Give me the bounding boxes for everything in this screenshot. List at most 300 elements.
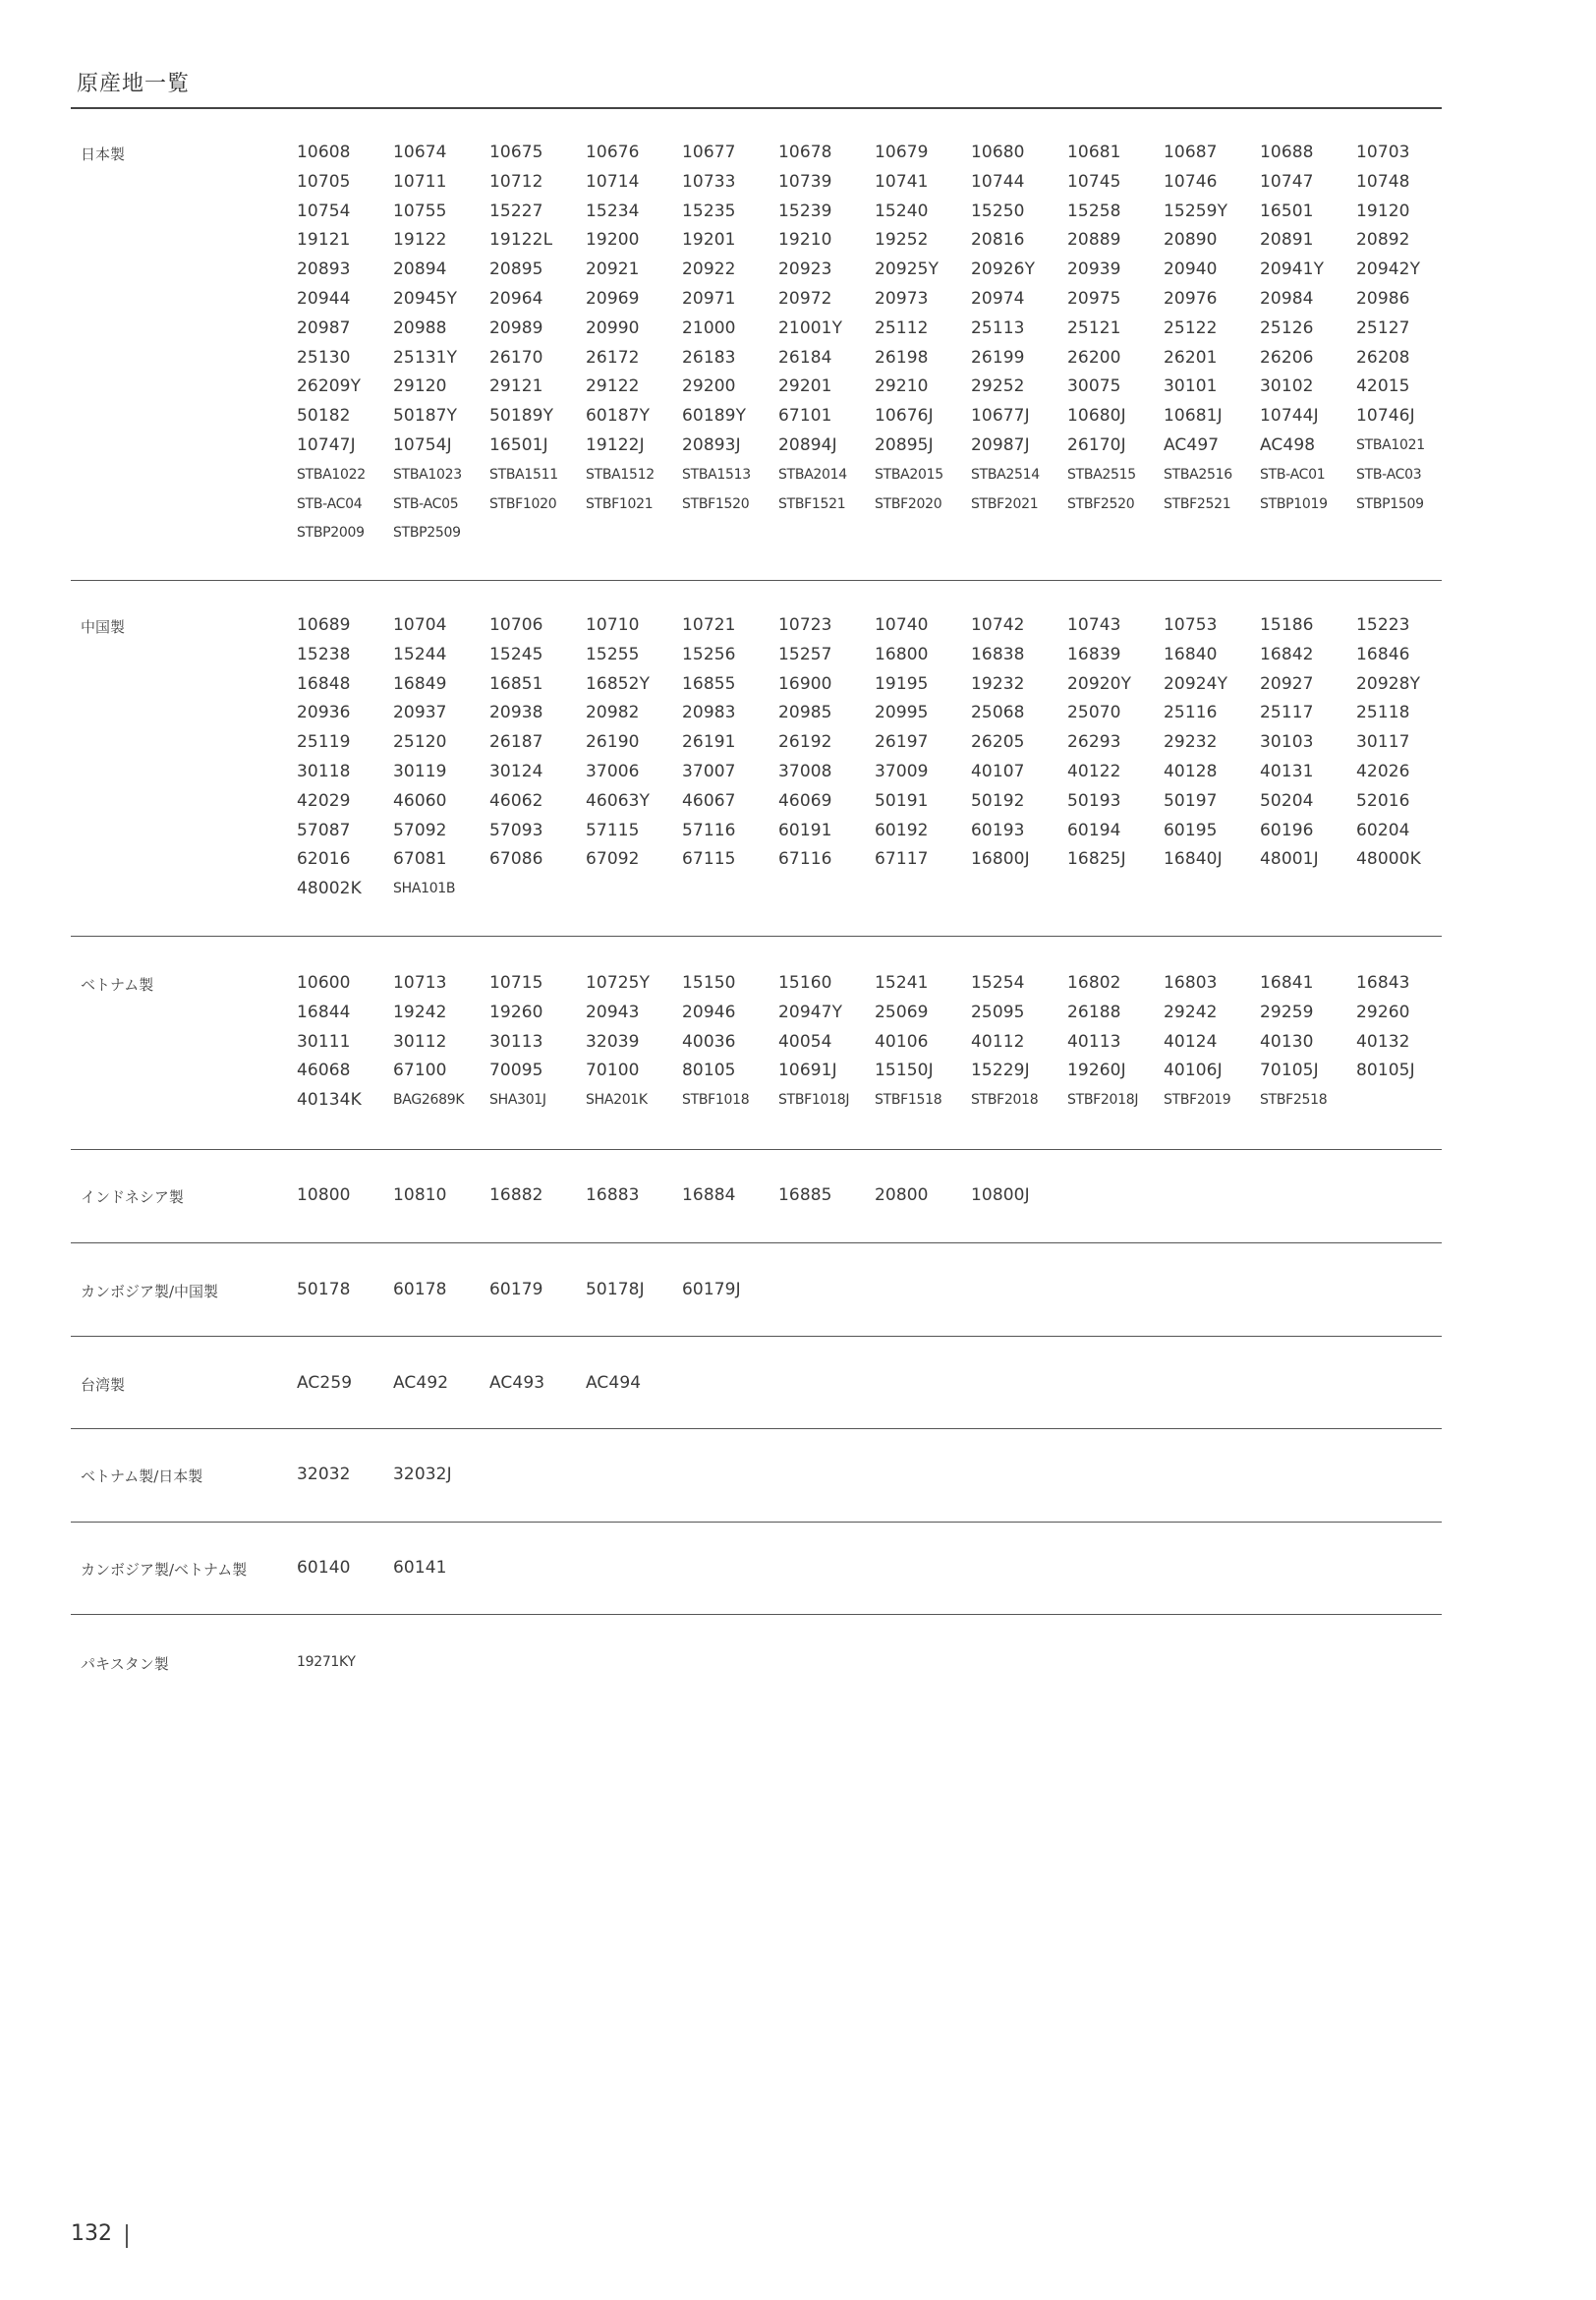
product-code: 29201 xyxy=(778,376,832,397)
product-code: 26200 xyxy=(1067,347,1121,368)
product-code: 60179 xyxy=(489,1280,543,1299)
code-list xyxy=(297,1465,1456,1494)
product-code: 19122J xyxy=(586,434,645,455)
product-code: 15258 xyxy=(1067,201,1121,221)
product-code: STBA1511 xyxy=(489,466,558,483)
product-code: 10754J xyxy=(393,434,452,455)
section-divider xyxy=(71,1336,1442,1337)
product-code: 15259Y xyxy=(1164,201,1228,221)
product-code: 19232 xyxy=(971,673,1025,694)
product-code: 16501 xyxy=(1260,201,1314,221)
product-code: 20889 xyxy=(1067,230,1121,251)
product-code: BAG2689K xyxy=(393,1092,465,1109)
origin-label: カンボジア製/ベトナム製 xyxy=(81,1561,248,1579)
product-code: 40131 xyxy=(1260,761,1314,781)
product-code: 20976 xyxy=(1164,288,1218,309)
product-code: 10741 xyxy=(875,171,929,192)
product-code: 20927 xyxy=(1260,673,1314,694)
product-code: 20892 xyxy=(1356,230,1410,251)
product-code: STBA1021 xyxy=(1356,436,1425,453)
product-code: 19210 xyxy=(778,230,832,251)
product-code: 37009 xyxy=(875,761,929,781)
product-code: 48002K xyxy=(297,879,362,899)
product-code: 20971 xyxy=(682,288,736,309)
product-code: 20944 xyxy=(297,288,351,309)
product-code: 60141 xyxy=(393,1558,447,1578)
product-code: 42026 xyxy=(1356,761,1410,781)
product-code: 26170J xyxy=(1067,434,1126,455)
product-code: 25126 xyxy=(1260,317,1314,338)
product-code: 15234 xyxy=(586,201,640,221)
product-code: STBA2516 xyxy=(1164,466,1232,483)
product-code: 20922 xyxy=(682,259,736,280)
product-code: 25117 xyxy=(1260,703,1314,723)
product-code: 10744J xyxy=(1260,406,1319,427)
product-code: 40036 xyxy=(682,1031,736,1052)
product-code: STBA2514 xyxy=(971,466,1040,483)
product-code: 26208 xyxy=(1356,347,1410,368)
product-code: 30101 xyxy=(1164,376,1218,397)
product-code: 16840 xyxy=(1164,644,1218,664)
product-code: 29260 xyxy=(1356,1002,1410,1022)
product-code: 26201 xyxy=(1164,347,1218,368)
product-code: 57092 xyxy=(393,820,447,840)
product-code: 20982 xyxy=(586,703,640,723)
origin-label: ベトナム製 xyxy=(81,976,154,994)
product-code: 29120 xyxy=(393,376,447,397)
product-code: 10742 xyxy=(971,615,1025,635)
product-code: 15244 xyxy=(393,644,447,664)
product-code: 60192 xyxy=(875,820,929,840)
product-code: 60196 xyxy=(1260,820,1314,840)
product-code: 15186 xyxy=(1260,615,1314,635)
product-code: 10680 xyxy=(971,143,1025,162)
product-code: 15223 xyxy=(1356,615,1410,635)
code-list xyxy=(297,615,1456,908)
product-code: 16800J xyxy=(971,849,1030,870)
product-code: 20941Y xyxy=(1260,259,1325,280)
product-code: 25070 xyxy=(1067,703,1121,723)
product-code: 67100 xyxy=(393,1061,447,1081)
product-code: STBP1019 xyxy=(1260,495,1328,512)
product-code: 10678 xyxy=(778,143,832,162)
product-code: 67115 xyxy=(682,849,736,870)
product-code: 60187Y xyxy=(586,406,651,427)
product-code: 30113 xyxy=(489,1031,543,1052)
product-code: 30117 xyxy=(1356,732,1410,753)
product-code: 16843 xyxy=(1356,973,1410,993)
product-code: 20893J xyxy=(682,434,741,455)
product-code: 25120 xyxy=(393,732,447,753)
product-code: 46060 xyxy=(393,790,447,811)
product-code: SHA101B xyxy=(393,881,456,897)
product-code: 46063Y xyxy=(586,790,651,811)
product-code: 16501J xyxy=(489,434,548,455)
product-code: 20975 xyxy=(1067,288,1121,309)
product-code: STBF1520 xyxy=(682,495,750,512)
product-code: AC494 xyxy=(586,1373,642,1393)
code-list xyxy=(297,1185,1456,1215)
product-code: 67092 xyxy=(586,849,640,870)
product-code: SHA201K xyxy=(586,1092,648,1109)
product-code: 16882 xyxy=(489,1185,543,1205)
product-code: STBF2520 xyxy=(1067,495,1135,512)
product-code: 16844 xyxy=(297,1002,351,1022)
product-code: 10744 xyxy=(971,171,1025,192)
product-code: STBF1518 xyxy=(875,1092,942,1109)
product-code: 20945Y xyxy=(393,288,458,309)
product-code: 29242 xyxy=(1164,1002,1218,1022)
product-code: 20923 xyxy=(778,259,832,280)
product-code: 25068 xyxy=(971,703,1025,723)
product-code: 19120 xyxy=(1356,201,1410,221)
product-code: 20987 xyxy=(297,317,351,338)
product-code: 10746J xyxy=(1356,406,1415,427)
product-code: 10691J xyxy=(778,1061,837,1081)
product-code: 80105J xyxy=(1356,1061,1415,1081)
product-code: 20947Y xyxy=(778,1002,843,1022)
product-code: STBF2019 xyxy=(1164,1092,1231,1109)
product-code: 40113 xyxy=(1067,1031,1121,1052)
product-code: 30102 xyxy=(1260,376,1314,397)
product-code: 37006 xyxy=(586,761,640,781)
product-code: 48000K xyxy=(1356,849,1421,870)
product-code: 10753 xyxy=(1164,615,1218,635)
product-code: 40122 xyxy=(1067,761,1121,781)
product-code: STBP1509 xyxy=(1356,495,1424,512)
product-code: 25118 xyxy=(1356,703,1410,723)
product-code: 20938 xyxy=(489,703,543,723)
product-code: 10754 xyxy=(297,201,351,221)
product-code: 29122 xyxy=(586,376,640,397)
product-code: 29259 xyxy=(1260,1002,1314,1022)
section-divider xyxy=(71,580,1442,581)
product-code: 46062 xyxy=(489,790,543,811)
product-code: 21000 xyxy=(682,317,736,338)
product-code: 19200 xyxy=(586,230,640,251)
product-code: 26187 xyxy=(489,732,543,753)
product-code: STBF2021 xyxy=(971,495,1039,512)
product-code: 21001Y xyxy=(778,317,843,338)
product-code: STBF2521 xyxy=(1164,495,1231,512)
product-code: 16841 xyxy=(1260,973,1314,993)
product-code: 20921 xyxy=(586,259,640,280)
product-code: 15245 xyxy=(489,644,543,664)
product-code: 26190 xyxy=(586,732,640,753)
product-code: 10710 xyxy=(586,615,640,635)
product-code: 10675 xyxy=(489,143,543,162)
product-code: SHA301J xyxy=(489,1092,546,1109)
product-code: 20893 xyxy=(297,259,351,280)
product-code: 10711 xyxy=(393,171,447,192)
product-code: 50191 xyxy=(875,790,929,811)
product-code: 25122 xyxy=(1164,317,1218,338)
product-code: AC498 xyxy=(1260,434,1316,455)
product-code: 10688 xyxy=(1260,143,1314,162)
product-code: 25095 xyxy=(971,1002,1025,1022)
product-code: 16842 xyxy=(1260,644,1314,664)
product-code: 20989 xyxy=(489,317,543,338)
product-code: 16838 xyxy=(971,644,1025,664)
origin-label: カンボジア製/中国製 xyxy=(81,1283,219,1300)
origin-label: 台湾製 xyxy=(81,1376,126,1394)
product-code: 10687 xyxy=(1164,143,1218,162)
product-code: 60194 xyxy=(1067,820,1121,840)
product-code: 57087 xyxy=(297,820,351,840)
product-code: 30118 xyxy=(297,761,351,781)
product-code: STB-AC01 xyxy=(1260,466,1326,483)
product-code: STBF1020 xyxy=(489,495,557,512)
product-code: 40132 xyxy=(1356,1031,1410,1052)
product-code: 16803 xyxy=(1164,973,1218,993)
product-code: 20940 xyxy=(1164,259,1218,280)
product-code: STBA2015 xyxy=(875,466,943,483)
product-code: 16900 xyxy=(778,673,832,694)
product-code: STBF1521 xyxy=(778,495,846,512)
product-code: AC497 xyxy=(1164,434,1220,455)
product-code: STB-AC03 xyxy=(1356,466,1422,483)
product-code: 15255 xyxy=(586,644,640,664)
product-code: 10755 xyxy=(393,201,447,221)
section-divider xyxy=(71,1614,1442,1615)
product-code: 29252 xyxy=(971,376,1025,397)
product-code: 57093 xyxy=(489,820,543,840)
product-code: 16802 xyxy=(1067,973,1121,993)
product-code: 20972 xyxy=(778,288,832,309)
product-code: 10676J xyxy=(875,406,934,427)
product-code: 67117 xyxy=(875,849,929,870)
product-code: 20890 xyxy=(1164,230,1218,251)
product-code: 10681 xyxy=(1067,143,1121,162)
product-code: 42029 xyxy=(297,790,351,811)
product-code: 10705 xyxy=(297,171,351,192)
section-divider xyxy=(71,1428,1442,1429)
origin-label: インドネシア製 xyxy=(81,1188,184,1206)
product-code: 16852Y xyxy=(586,673,651,694)
product-code: 60179J xyxy=(682,1280,741,1299)
product-code: 30075 xyxy=(1067,376,1121,397)
product-code: 10689 xyxy=(297,615,351,635)
product-code: STBF1018J xyxy=(778,1092,850,1109)
code-list xyxy=(297,1558,1456,1587)
product-code: 30112 xyxy=(393,1031,447,1052)
product-code: 67081 xyxy=(393,849,447,870)
product-code: 32032 xyxy=(297,1465,351,1484)
page-number-separator xyxy=(126,2224,128,2248)
product-code: STBF2018J xyxy=(1067,1092,1139,1109)
product-code: 60140 xyxy=(297,1558,351,1578)
product-code: 20894J xyxy=(778,434,837,455)
product-code: 15235 xyxy=(682,201,736,221)
product-code: 10721 xyxy=(682,615,736,635)
product-code: 20987J xyxy=(971,434,1030,455)
product-code: AC492 xyxy=(393,1373,449,1393)
product-code: 26188 xyxy=(1067,1002,1121,1022)
product-code: 20924Y xyxy=(1164,673,1228,694)
product-code: STB-AC05 xyxy=(393,495,459,512)
product-code: 50189Y xyxy=(489,406,554,427)
product-code: 10810 xyxy=(393,1185,447,1205)
product-code: 26293 xyxy=(1067,732,1121,753)
product-code: 20895J xyxy=(875,434,934,455)
product-code: STBA1512 xyxy=(586,466,655,483)
product-code: 15229J xyxy=(971,1061,1030,1081)
origin-label: 日本製 xyxy=(81,145,126,163)
section-divider xyxy=(71,1522,1442,1523)
product-code: 20995 xyxy=(875,703,929,723)
product-code: 10704 xyxy=(393,615,447,635)
product-code: 29232 xyxy=(1164,732,1218,753)
product-code: 50182 xyxy=(297,406,351,427)
product-code: 30124 xyxy=(489,761,543,781)
product-code: 26172 xyxy=(586,347,640,368)
product-code: 60193 xyxy=(971,820,1025,840)
product-code: 10681J xyxy=(1164,406,1223,427)
product-code: 15160 xyxy=(778,973,832,993)
product-code: 10748 xyxy=(1356,171,1410,192)
product-code: 20939 xyxy=(1067,259,1121,280)
product-code: 40134K xyxy=(297,1090,362,1111)
product-code: 20891 xyxy=(1260,230,1314,251)
product-code: 32039 xyxy=(586,1031,640,1052)
product-code: 48001J xyxy=(1260,849,1319,870)
product-code: 10600 xyxy=(297,973,351,993)
product-code: 10674 xyxy=(393,143,447,162)
product-code: 20936 xyxy=(297,703,351,723)
product-code: 26184 xyxy=(778,347,832,368)
product-code: 16885 xyxy=(778,1185,832,1205)
product-code: 10743 xyxy=(1067,615,1121,635)
page-title: 原産地一覧 xyxy=(77,72,191,96)
product-code: 60195 xyxy=(1164,820,1218,840)
product-code: STBF2020 xyxy=(875,495,942,512)
product-code: 25116 xyxy=(1164,703,1218,723)
product-code: 16883 xyxy=(586,1185,640,1205)
product-code: 20942Y xyxy=(1356,259,1421,280)
product-code: 10800J xyxy=(971,1185,1030,1205)
product-code: 20990 xyxy=(586,317,640,338)
product-code: 20816 xyxy=(971,230,1025,251)
product-code: 10739 xyxy=(778,171,832,192)
product-code: STBF2018 xyxy=(971,1092,1039,1109)
product-code: 40130 xyxy=(1260,1031,1314,1052)
product-code: 10723 xyxy=(778,615,832,635)
product-code: 16846 xyxy=(1356,644,1410,664)
code-list xyxy=(297,973,1456,1120)
product-code: 25112 xyxy=(875,317,929,338)
product-code: 16800 xyxy=(875,644,929,664)
product-code: 70105J xyxy=(1260,1061,1319,1081)
product-code: 20985 xyxy=(778,703,832,723)
code-list xyxy=(297,1280,1456,1309)
product-code: 10713 xyxy=(393,973,447,993)
product-code: 20920Y xyxy=(1067,673,1132,694)
product-code: 10747J xyxy=(297,434,356,455)
product-code: 20895 xyxy=(489,259,543,280)
product-code: 19242 xyxy=(393,1002,447,1022)
product-code: 20894 xyxy=(393,259,447,280)
product-code: 26206 xyxy=(1260,347,1314,368)
product-code: 67086 xyxy=(489,849,543,870)
product-code: 25069 xyxy=(875,1002,929,1022)
product-code: 20973 xyxy=(875,288,929,309)
product-code: 26198 xyxy=(875,347,929,368)
product-code: 42015 xyxy=(1356,376,1410,397)
product-code: STB-AC04 xyxy=(297,495,363,512)
product-code: 25113 xyxy=(971,317,1025,338)
product-code: 15241 xyxy=(875,973,929,993)
product-code: 25119 xyxy=(297,732,351,753)
product-code: 40106 xyxy=(875,1031,929,1052)
product-code: 16839 xyxy=(1067,644,1121,664)
product-code: 30103 xyxy=(1260,732,1314,753)
product-code: 26199 xyxy=(971,347,1025,368)
product-code: 15250 xyxy=(971,201,1025,221)
product-code: 10746 xyxy=(1164,171,1218,192)
product-code: 29210 xyxy=(875,376,929,397)
product-code: 70095 xyxy=(489,1061,543,1081)
product-code: 29121 xyxy=(489,376,543,397)
product-code: 60189Y xyxy=(682,406,747,427)
product-code: 29200 xyxy=(682,376,736,397)
product-code: STBF1018 xyxy=(682,1092,750,1109)
product-code: 20800 xyxy=(875,1185,929,1205)
section-divider xyxy=(71,936,1442,937)
product-code: 70100 xyxy=(586,1061,640,1081)
product-code: 26209Y xyxy=(297,376,362,397)
product-code: 10608 xyxy=(297,143,351,162)
product-code: 10725Y xyxy=(586,973,651,993)
product-code: 57116 xyxy=(682,820,736,840)
product-code: 40107 xyxy=(971,761,1025,781)
product-code: 67116 xyxy=(778,849,832,870)
product-code: 10677 xyxy=(682,143,736,162)
product-code: 10745 xyxy=(1067,171,1121,192)
product-code: 10706 xyxy=(489,615,543,635)
product-code: STBA1513 xyxy=(682,466,751,483)
product-code: STBP2009 xyxy=(297,525,365,542)
product-code: 16840J xyxy=(1164,849,1223,870)
product-code: STBP2509 xyxy=(393,525,461,542)
product-code: 26191 xyxy=(682,732,736,753)
product-code: AC493 xyxy=(489,1373,545,1393)
product-code: 19122L xyxy=(489,230,553,251)
product-code: 20943 xyxy=(586,1002,640,1022)
product-code: 16848 xyxy=(297,673,351,694)
product-code: 10679 xyxy=(875,143,929,162)
product-code: 60204 xyxy=(1356,820,1410,840)
product-code: 19252 xyxy=(875,230,929,251)
product-code: STBA1022 xyxy=(297,466,366,483)
product-code: 10712 xyxy=(489,171,543,192)
product-code: 16851 xyxy=(489,673,543,694)
header-rule xyxy=(71,107,1442,109)
product-code: 50178J xyxy=(586,1280,645,1299)
origin-label: パキスタン製 xyxy=(81,1655,169,1673)
product-code: 60178 xyxy=(393,1280,447,1299)
product-code: 40112 xyxy=(971,1031,1025,1052)
product-code: 40128 xyxy=(1164,761,1218,781)
product-code: 50187Y xyxy=(393,406,458,427)
product-code: 19271KY xyxy=(297,1654,356,1670)
product-code: 26192 xyxy=(778,732,832,753)
product-code: 20928Y xyxy=(1356,673,1421,694)
product-code: 32032J xyxy=(393,1465,452,1484)
product-code: 20964 xyxy=(489,288,543,309)
product-code: STBA2014 xyxy=(778,466,847,483)
product-code: 10680J xyxy=(1067,406,1126,427)
product-code: 10715 xyxy=(489,973,543,993)
